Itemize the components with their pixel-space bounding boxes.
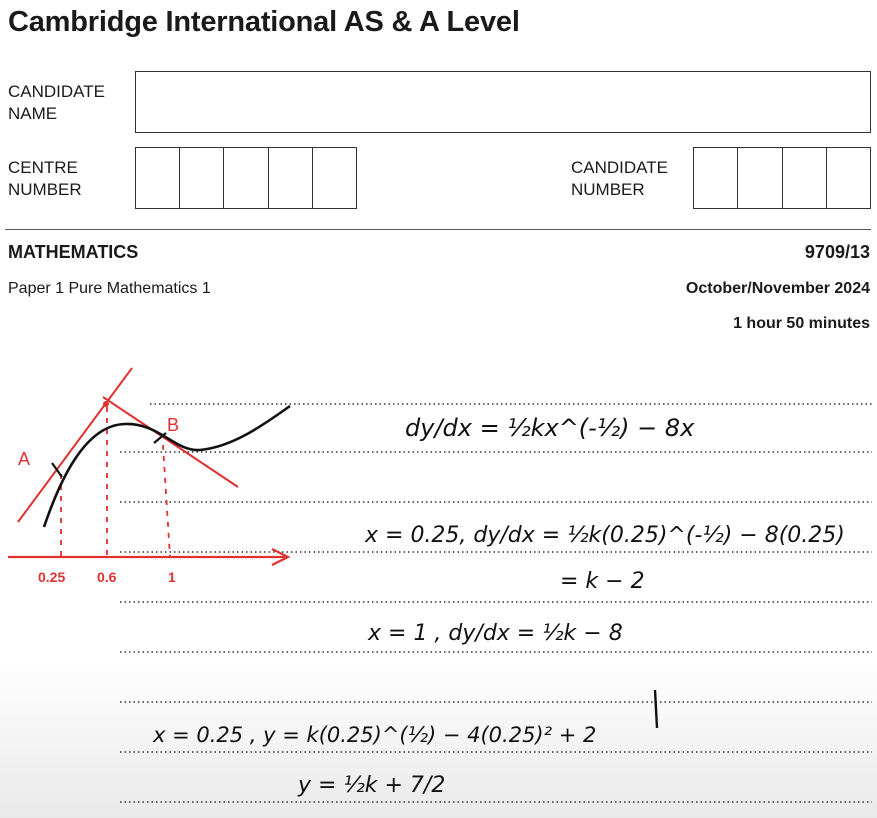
working-line: x = 0.25 , y = k(0.25)^(½) − 4(0.25)² + 2 (153, 723, 597, 747)
centre-number-label-line2: NUMBER (8, 180, 82, 199)
point-b-label: B (167, 415, 180, 435)
centre-number-digit-box[interactable] (313, 148, 356, 208)
candidate-name-label (8, 81, 105, 125)
syllabus-code: 9709/13 (804, 242, 870, 262)
intersection-point (103, 401, 109, 407)
candidate-number-digit-box[interactable] (827, 148, 870, 208)
candidate-name-field[interactable] (135, 71, 871, 133)
working-lines (152, 414, 845, 798)
working-line: dy/dx = ½kx^(-½) − 8x (405, 414, 695, 442)
tangent-at-b (103, 397, 238, 487)
page-title: Cambridge International AS & A Level (8, 6, 520, 38)
exam-session: October/November 2024 (685, 280, 870, 297)
exam-duration: 1 hour 50 minutes (733, 315, 870, 332)
centre-number-digit-box[interactable] (136, 148, 180, 208)
centre-number-field[interactable] (135, 147, 357, 209)
paper-title: Paper 1 Pure Mathematics 1 (8, 280, 211, 297)
handwritten-working (0, 340, 877, 818)
curve-sketch (8, 368, 290, 585)
candidate-number-digit-box[interactable] (783, 148, 827, 208)
candidate-number-digit-box[interactable] (738, 148, 782, 208)
point-a-label: A (18, 449, 31, 469)
centre-number-label (8, 157, 82, 201)
x-tick-label: 0.25 (38, 569, 66, 585)
centre-number-digit-box[interactable] (180, 148, 224, 208)
candidate-name-label-line1: CANDIDATE (8, 82, 105, 101)
candidate-number-label (571, 157, 668, 201)
candidate-number-digit-box[interactable] (694, 148, 738, 208)
dashed-line-b (163, 445, 170, 557)
x-tick-label: 0.6 (97, 569, 117, 585)
working-line: x = 0.25, dy/dx = ½k(0.25)^(-½) − 8(0.25) (365, 523, 845, 548)
subject-title: MATHEMATICS (8, 242, 139, 262)
working-line: x = 1 , dy/dx = ½k − 8 (368, 621, 623, 646)
centre-number-digit-box[interactable] (224, 148, 268, 208)
tangent-at-a (18, 368, 132, 522)
x-tick-label: 1 (168, 569, 176, 585)
working-line: = k − 2 (560, 569, 645, 594)
candidate-number-label-line1: CANDIDATE (571, 158, 668, 177)
centre-number-digit-box[interactable] (269, 148, 313, 208)
header-divider (5, 229, 871, 230)
candidate-number-field[interactable] (693, 147, 871, 209)
working-line: y = ½k + 7/2 (298, 773, 446, 798)
candidate-name-label-line2: NAME (8, 104, 58, 123)
candidate-number-label-line2: NUMBER (571, 180, 645, 199)
pen-stroke (655, 690, 657, 728)
centre-number-label-line1: CENTRE (8, 158, 78, 177)
